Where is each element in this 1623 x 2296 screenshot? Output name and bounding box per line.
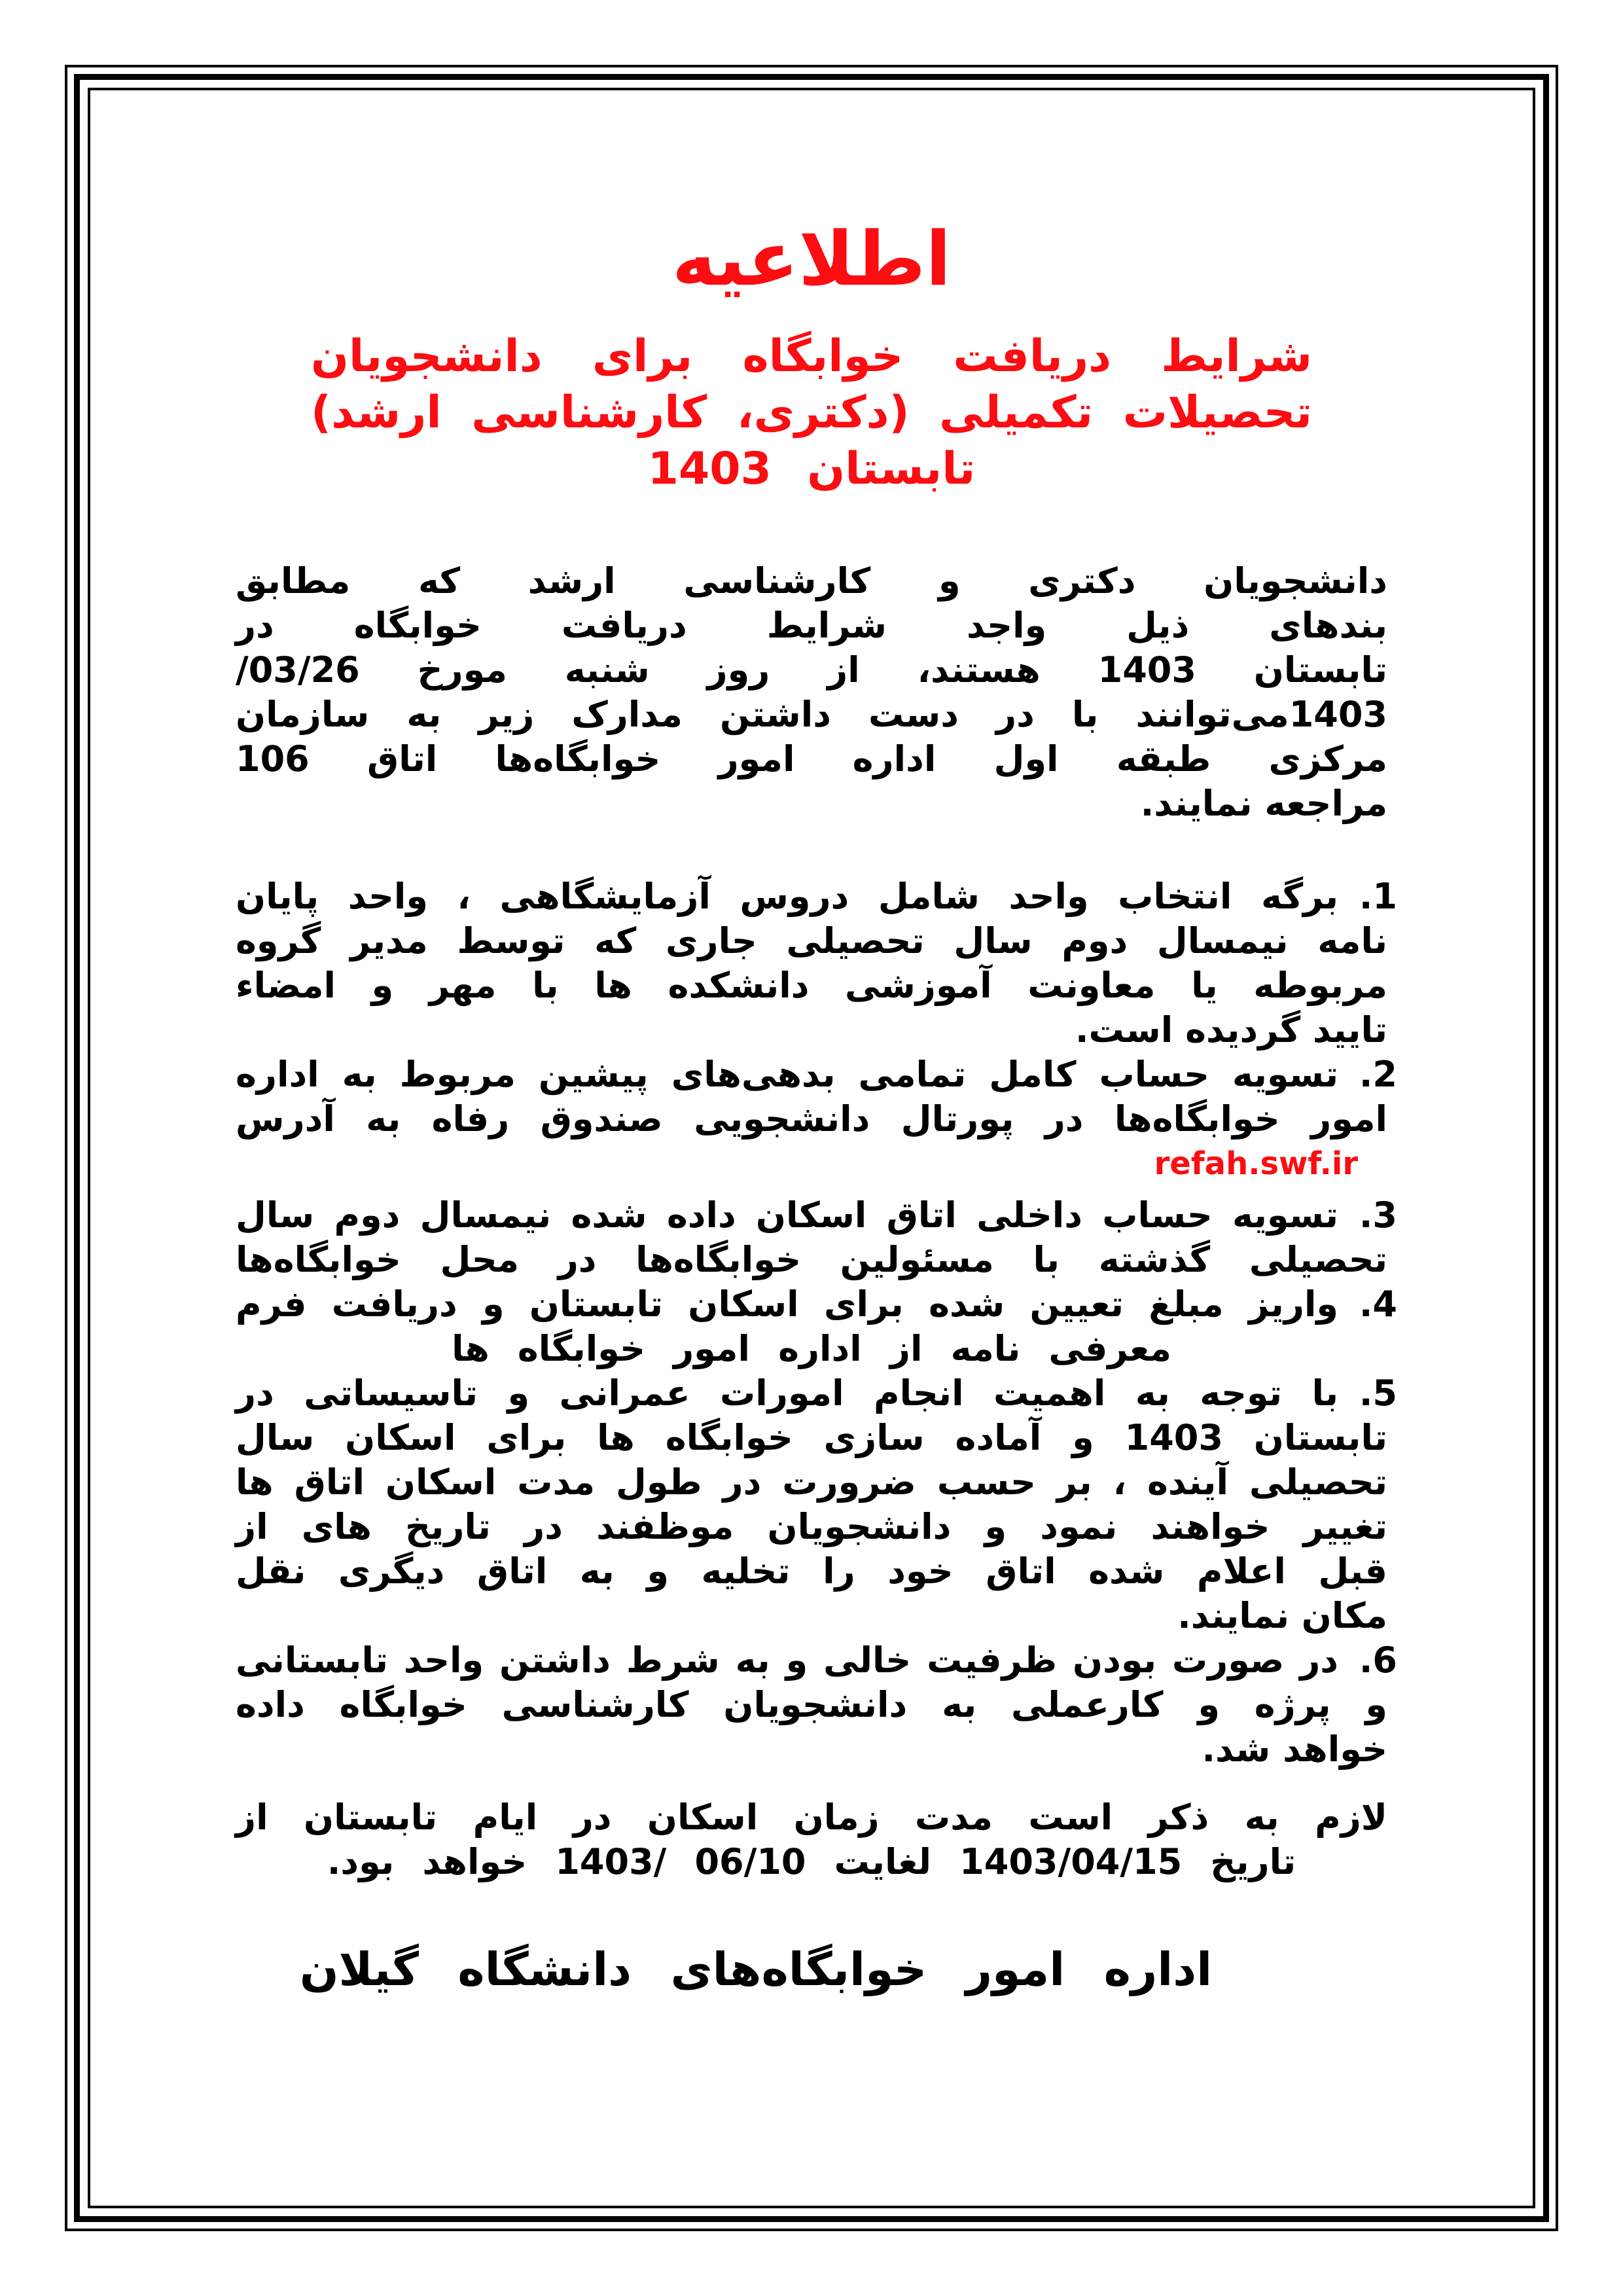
document-content (236, 99, 1397, 2000)
item-line: تغییر خواهند نمود و دانشجویان موظفند در تاریخ های از (236, 1506, 1387, 1547)
item-line: و پرژه و کارعملی به دانشجویان کارشناسی خوابگاه داده (236, 1684, 1387, 1725)
item-line: در صورت بودن ظرفیت خالی و به شرط داشتن واحد تابستانی (236, 1640, 1338, 1681)
item-line: قبل اعلام شده اتاق خود را تخلیه و به اتاق دیگری نقل (236, 1551, 1387, 1592)
intro-line: 1403می‌توانند با در دست داشتن مدارک زیر به سازمان (236, 694, 1387, 735)
item-number: 6. (1359, 1640, 1397, 1681)
item-number: 4. (1359, 1283, 1397, 1325)
item-line: واریز مبلغ تعیین شده برای اسکان تابستان و دریافت فرم (236, 1283, 1338, 1325)
list-item-4 (236, 1282, 1397, 1371)
list-item-1 (236, 874, 1397, 1052)
closing-note (236, 1795, 1387, 1884)
item-line: با توجه به اهمیت انجام امورات عمرانی و تاسیساتی در (236, 1372, 1338, 1414)
intro-line: بندهای ذیل واجد شرایط دریافت خوابگاه در (236, 605, 1387, 646)
item-line: تحصیلی آینده ، بر حسب ضرورت در طول مدت اسکان اتاق ها (236, 1462, 1387, 1503)
item-line: تسویه حساب کامل تمامی بدهی‌های پیشین مربوط به اداره (236, 1054, 1338, 1095)
item-link-line (236, 1141, 1387, 1193)
item-line: نامه نیمسال دوم سال تحصیلی جاری که توسط مدیر گروه (236, 920, 1387, 961)
item-number: 1. (1359, 876, 1397, 917)
list-item-2 (236, 1052, 1397, 1193)
item-number: 5. (1359, 1372, 1397, 1414)
refah-portal-link[interactable]: refah.swf.ir (1154, 1145, 1358, 1182)
note-line: لازم به ذکر است مدت زمان اسکان در ایام تابستان از (236, 1797, 1387, 1838)
subtitle-line: تحصیلات تکمیلی (دکتری، کارشناسی ارشد) (311, 387, 1312, 439)
list-item-3 (236, 1193, 1397, 1282)
intro-line: دانشجویان دکتری و کارشناسی ارشد که مطابق (236, 560, 1387, 601)
announcement-subtitle (311, 329, 1312, 497)
intro-line: تابستان 1403 هستند، از روز شنبه مورخ 03/26/ (236, 649, 1387, 691)
requirements-list (236, 874, 1397, 1772)
subtitle-line: تابستان 1403 (647, 443, 976, 495)
item-line: برگه انتخاب واحد شامل دروس آزمایشگاهی ، واحد پایان (236, 876, 1338, 917)
item-line: تایید گردیده است. (1075, 1009, 1387, 1050)
item-line: امور خوابگاه‌ها در پورتال دانشجویی صندوق رفاه به آدرس (236, 1098, 1387, 1139)
item-number: 2. (1359, 1054, 1397, 1095)
item-line: تحصیلی گذشته با مسئولین خوابگاه‌ها در محل خوابگاه‌ها (236, 1239, 1387, 1280)
item-line: خواهد شد. (1202, 1729, 1387, 1770)
intro-line: مرکزی طبقه اول اداره امور خوابگاه‌ها اتاق 106 (236, 738, 1387, 780)
item-line: تابستان 1403 و آماده سازی خوابگاه ها برای اسکان سال (236, 1417, 1387, 1458)
list-item-5 (236, 1371, 1397, 1638)
note-line: تاریخ 1403/04/15 لغایت 06/10 /1403 خواهد بود. (327, 1841, 1296, 1882)
signature-footer: اداره امور خوابگاه‌های دانشگاه گیلان (299, 1943, 1213, 1996)
item-line: مربوطه یا معاونت آموزشی دانشکده ها با مهر و امضاء (236, 965, 1387, 1006)
subtitle-line: شرایط دریافت خوابگاه برای دانشجویان (311, 331, 1312, 382)
intro-paragraph (236, 559, 1387, 826)
intro-line: مراجعه نمایند. (1140, 783, 1387, 824)
item-line: تسویه حساب داخلی اتاق اسکان داده شده نیمسال دوم سال (236, 1194, 1338, 1236)
list-item-6 (236, 1638, 1397, 1772)
item-number: 3. (1359, 1194, 1397, 1236)
item-line: مکان نمایند. (1177, 1595, 1387, 1636)
announcement-title: اطلاعیه (671, 215, 952, 302)
item-line: معرفی نامه از اداره امور خوابگاه ها (452, 1328, 1171, 1369)
